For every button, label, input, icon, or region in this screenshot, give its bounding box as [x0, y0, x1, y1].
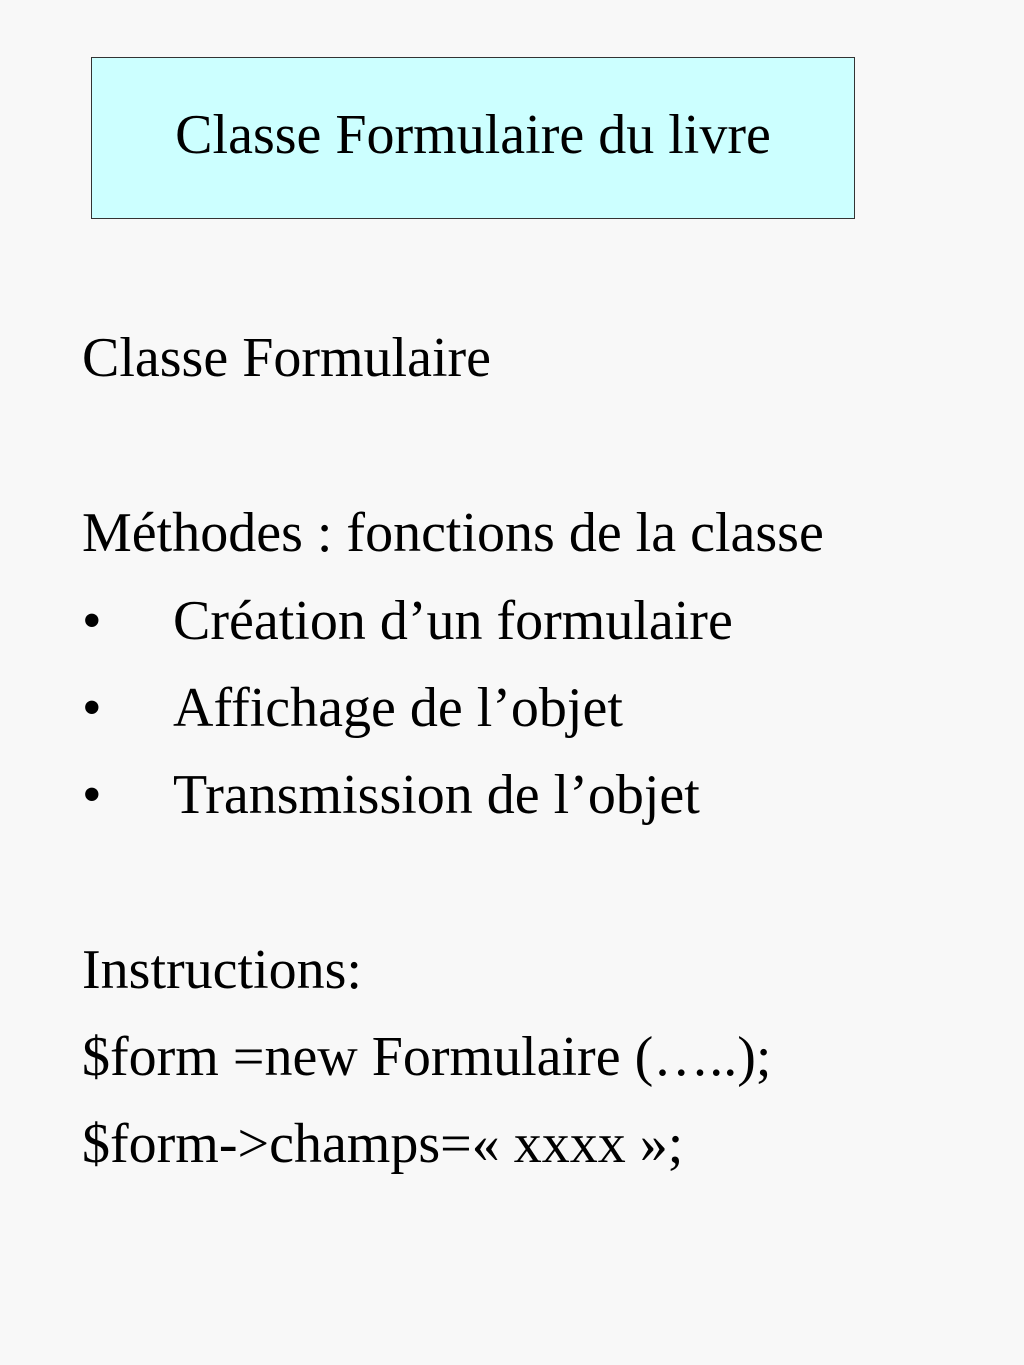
instructions-label: Instructions:: [82, 939, 362, 1001]
methods-label: Méthodes : fonctions de la classe: [82, 502, 824, 564]
bullet-icon: •: [82, 764, 102, 826]
class-heading: Classe Formulaire: [82, 327, 492, 389]
bullet-icon: •: [82, 677, 102, 739]
method-item-label: Transmission de l’objet: [173, 764, 700, 826]
code-line: $form =new Formulaire (…..);: [82, 1026, 772, 1088]
code-line: $form->champs=« xxxx »;: [82, 1113, 684, 1175]
slide-title: Classe Formulaire du livre: [175, 104, 771, 166]
method-item-label: Affichage de l’objet: [173, 677, 623, 739]
slide-title-box: [91, 57, 855, 219]
bullet-icon: •: [82, 590, 102, 652]
method-item-label: Création d’un formulaire: [173, 590, 733, 652]
